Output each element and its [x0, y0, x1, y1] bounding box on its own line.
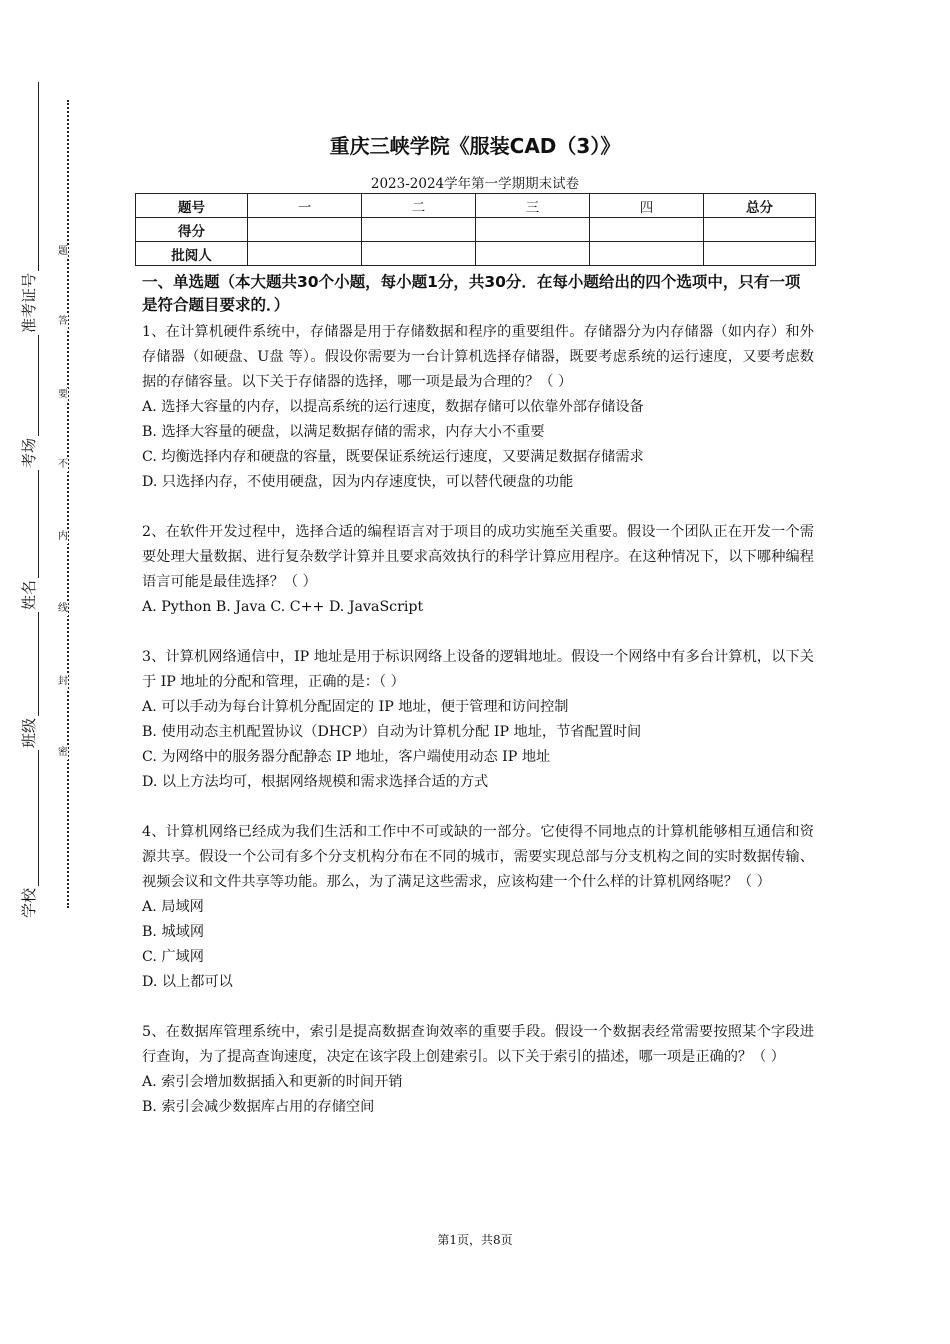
option-a: A. 选择大容量的内存，以提高系统的运行速度，数据存储可以依靠外部存储设备 [142, 399, 644, 415]
question-1 [142, 320, 814, 495]
option-d: D. 以上都可以 [142, 974, 233, 990]
col-part-3: 三 [476, 194, 590, 218]
question-5 [142, 1020, 814, 1120]
grader-row-label: 批阅人 [136, 242, 248, 266]
grader-cell [476, 242, 590, 266]
seal-char-mi: 密 [58, 747, 68, 758]
binding-margin [0, 0, 110, 1344]
seal-char-ti: 题 [58, 246, 68, 257]
grader-cell [362, 242, 476, 266]
school-label: 学校 [20, 887, 38, 918]
questions [142, 320, 814, 1120]
col-question-number: 题号 [136, 194, 248, 218]
question-2 [142, 520, 814, 620]
question-stem: 4、计算机网络已经成为我们生活和工作中不可或缺的一部分。它使得不同地点的计算机能够相互通信和资源共享。假设一个公司有多个分支机构分布在不同的城市，需要实现总部与分支机构之间的实时数据传输、视频会议和文件共享等功能。那么，为了满足这些需求，应该构建一个什么样的计算机网络呢？（ ） [142, 824, 814, 890]
question-stem: 2、在软件开发过程中，选择合适的编程语言对于项目的成功实施至关重要。假设一个团队正在开发一个需要处理大量数据、进行复杂数学计算并且要求高效执行的科学计算应用程序。在这种情况下，以下哪种编程语言可能是最佳选择？（ ） [142, 524, 814, 590]
binding-dotted-line [67, 100, 69, 908]
seal-char-xian: 线 [58, 603, 68, 614]
option-c: C. 广域网 [142, 949, 204, 965]
score-table [135, 193, 816, 266]
question-stem: 5、在数据库管理系统中，索引是提高数据查询效率的重要手段。假设一个数据表经常需要按照某个字段进行查询，为了提高查询速度，决定在该字段上创建索引。以下关于索引的描述，哪一项是正确的？（ ） [142, 1024, 814, 1065]
option-c: C. 均衡选择内存和硬盘的容量，既要保证系统运行速度，又要满足数据存储需求 [142, 449, 644, 465]
question-3 [142, 645, 814, 795]
option-b: B. 索引会减少数据库占用的存储空间 [142, 1099, 375, 1115]
score-cell [476, 218, 590, 242]
score-row-label: 得分 [136, 218, 248, 242]
options-inline: A. Python B. Java C. C++ D. JavaScript [142, 599, 424, 615]
section-heading: 一、单选题（本大题共30个小题，每小题1分，共30分．在每小题给出的四个选项中，只有一项是符合题目要求的．） [142, 273, 801, 314]
class-label: 班级 [20, 717, 38, 748]
name-label: 姓名 [20, 579, 38, 610]
option-d: D. 只选择内存，不使用硬盘，因为内存速度快，可以替代硬盘的功能 [142, 474, 574, 490]
score-cell [590, 218, 704, 242]
exam-subtitle: 2023-2024学年第一学期期末试卷 [370, 176, 580, 192]
col-part-1: 一 [248, 194, 362, 218]
grader-row [136, 242, 816, 266]
col-total: 总分 [704, 194, 816, 218]
score-cell [704, 218, 816, 242]
seal-char-feng: 封 [58, 676, 68, 687]
option-b: B. 城域网 [142, 924, 205, 940]
option-c: C. 为网络中的服务器分配静态 IP 地址，客户端使用动态 IP 地址 [142, 749, 551, 765]
exam-title: 重庆三峡学院《服装CAD（3）》 [329, 134, 621, 158]
score-table-header-row [136, 194, 816, 218]
seal-char-bu: 不 [58, 459, 68, 470]
score-row [136, 218, 816, 242]
question-stem: 3、计算机网络通信中，IP 地址是用于标识网络上设备的逻辑地址。假设一个网络中有多台计算机，以下关于 IP 地址的分配和管理，正确的是：（ ） [142, 649, 814, 690]
option-a: A. 索引会增加数据插入和更新的时间开销 [142, 1074, 403, 1090]
col-part-2: 二 [362, 194, 476, 218]
question-stem: 1、在计算机硬件系统中，存储器是用于存储数据和程序的重要组件。存储器分为内存储器（如内存）和外存储器（如硬盘、U盘 等）。假设你需要为一台计算机选择存储器，既要考虑系统的运行速度，又要考虑数据的存储容量。以下关于存储器的选择，哪一项是最为合理的？（ ） [142, 324, 814, 390]
exam-room-label: 考场 [20, 437, 38, 468]
option-a: A. 可以手动为每台计算机分配固定的 IP 地址，便于管理和访问控制 [142, 699, 569, 715]
binding-solid-line [38, 82, 39, 912]
col-part-4: 四 [590, 194, 704, 218]
question-4 [142, 820, 814, 995]
grader-cell [248, 242, 362, 266]
exam-number-label: 准考证号 [20, 272, 38, 333]
option-d: D. 以上方法均可，根据网络规模和需求选择合适的方式 [142, 774, 489, 790]
seal-char-yao: 要 [58, 389, 68, 400]
page-number: 第1页，共8页 [437, 1233, 513, 1247]
seal-char-nei: 内 [58, 531, 68, 542]
grader-cell [704, 242, 816, 266]
score-cell [362, 218, 476, 242]
score-cell [248, 218, 362, 242]
option-b: B. 选择大容量的硬盘，以满足数据存储的需求，内存大小不重要 [142, 424, 545, 440]
option-a: A. 局域网 [142, 899, 204, 915]
seal-char-da: 答 [58, 316, 68, 327]
grader-cell [590, 242, 704, 266]
option-b: B. 使用动态主机配置协议（DHCP）自动为计算机分配 IP 地址，节省配置时间 [142, 724, 642, 740]
